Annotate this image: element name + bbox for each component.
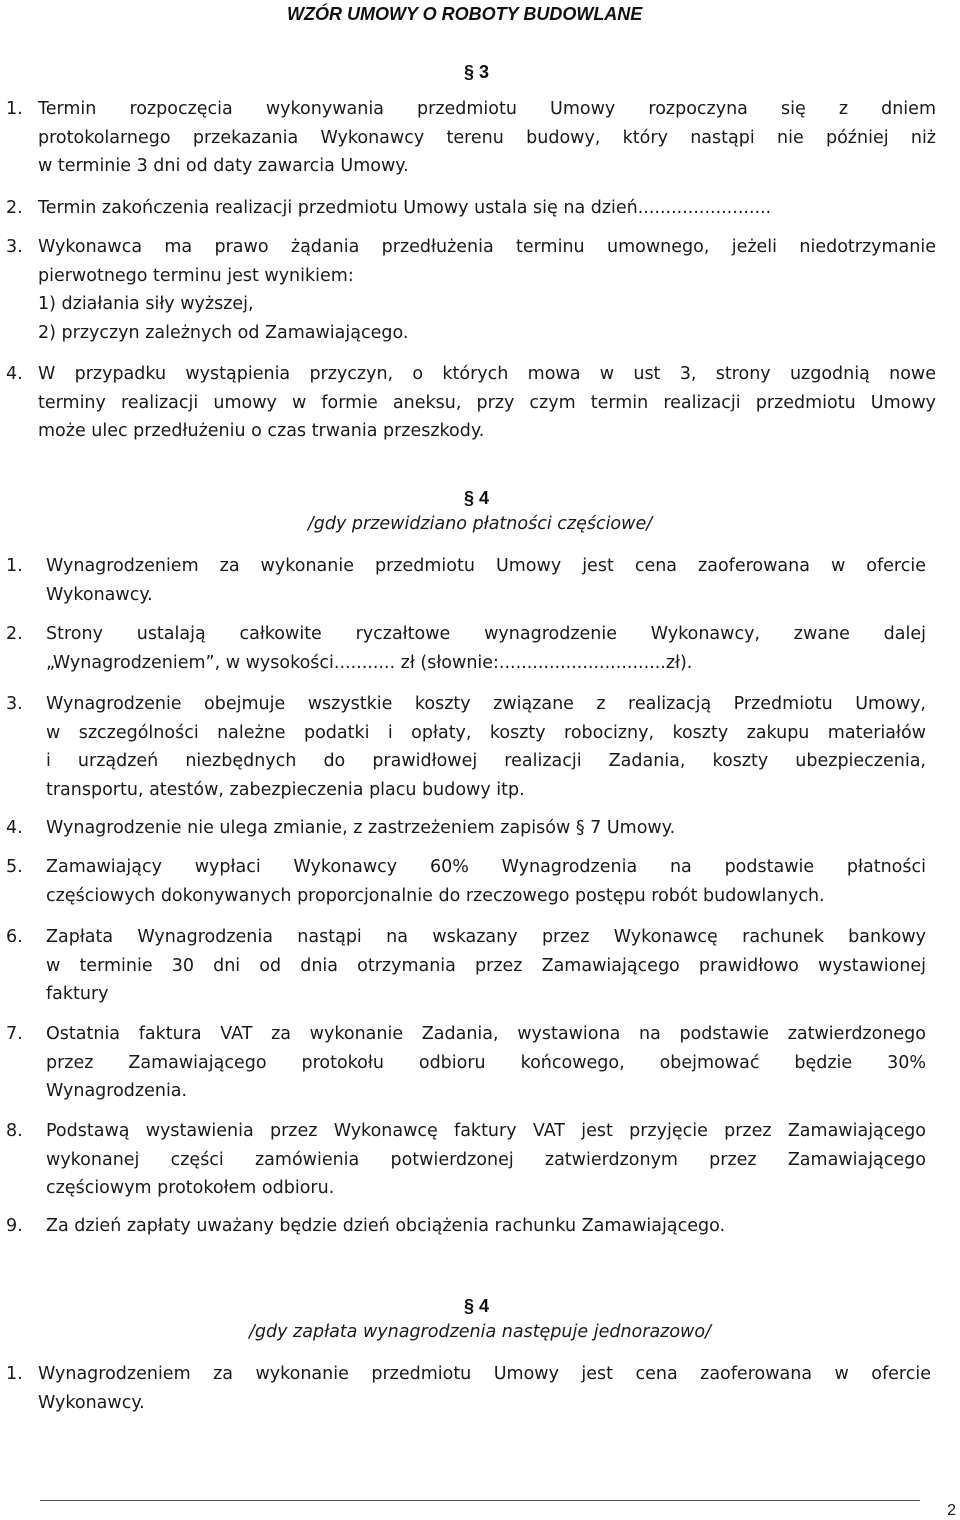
clause-number: 1. <box>6 99 23 119</box>
clause-text-line: Strony ustalają całkowite ryczałtowe wynagrodzenie Wykonawcy, zwane dalej <box>46 624 926 644</box>
clause-text-line: częściowych dokonywanych proporcjonalnie do rzeczowego postępu robót budowlanych. <box>46 885 825 906</box>
clause-text-line: Wynagrodzenie nie ulega zmianie, z zastrzeżeniem zapisów § 7 Umowy. <box>46 818 676 838</box>
clause-number: 4. <box>6 818 23 838</box>
clause-text-line: w terminie 30 dni od dnia otrzymania przez Zamawiającego prawidłowo wystawionej <box>46 955 926 976</box>
clause-text-line: transportu, atestów, zabezpieczenia placu budowy itp. <box>46 779 525 800</box>
clause-text-line: Wynagrodzeniem za wykonanie przedmiotu Umowy jest cena zaoferowana w ofercie <box>46 556 926 576</box>
section-4-alt-heading: § 4 <box>464 1296 490 1316</box>
clause-text-line: w szczególności należne podatki i opłaty, koszty robocizny, koszty zakupu materiałów <box>46 722 926 743</box>
clause-text-line: terminy realizacji umowy w formie aneksu, przy czym termin realizacji przedmiotu Umowy <box>38 392 936 413</box>
clause-item <box>6 1212 926 1241</box>
clause-number: 3. <box>6 237 23 257</box>
clause-number: 8. <box>6 1121 23 1141</box>
clause-number: 9. <box>6 1216 23 1236</box>
clause-number: 1. <box>6 556 23 576</box>
clause-text-line: W przypadku wystąpienia przyczyn, o których mowa w ust 3, strony uzgodnią nowe <box>38 364 936 384</box>
clause-text-line: Wykonawca ma prawo żądania przedłużenia terminu umownego, jeżeli niedotrzymanie <box>38 237 936 257</box>
clause-item <box>6 1117 926 1203</box>
clause-item <box>6 552 926 609</box>
clause-number: 2. <box>6 198 23 218</box>
clause-item <box>6 814 926 843</box>
clause-item <box>6 1020 926 1106</box>
clause-item <box>6 923 926 1009</box>
clause-text-line: Wynagrodzenia. <box>46 1081 188 1102</box>
clause-number: 3. <box>6 694 23 714</box>
clause-number: 5. <box>6 857 23 877</box>
clause-number: 7. <box>6 1024 23 1044</box>
clause-text-line: Termin zakończenia realizacji przedmiotu Umowy ustala się na dzień........................ <box>38 198 772 218</box>
clause-item <box>6 194 936 223</box>
clause-number: 2. <box>6 624 23 644</box>
clause-text-line: pierwotnego terminu jest wynikiem: <box>38 265 354 286</box>
clause-text-line: Wykonawcy. <box>38 1392 145 1413</box>
clause-text-line: „Wynagrodzeniem”, w wysokości........... zł (słownie:..............................zł). <box>46 652 693 673</box>
clause-text-line: przez Zamawiającego protokołu odbioru końcowego, obejmować będzie 30% <box>46 1052 926 1073</box>
clause-number: 4. <box>6 364 23 384</box>
clause-text-line: Ostatnia faktura VAT za wykonanie Zadania, wystawiona na podstawie zatwierdzonego <box>46 1024 926 1044</box>
clause-text-line: Wynagrodzeniem za wykonanie przedmiotu Umowy jest cena zaoferowana w ofercie <box>38 1364 931 1384</box>
clause-item <box>6 95 936 181</box>
clause-text-line: Zamawiający wypłaci Wykonawcy 60% Wynagrodzenia na podstawie płatności <box>46 857 926 877</box>
clause-text-line: i urządzeń niezbędnych do prawidłowej realizacji Zadania, koszty ubezpieczenia, <box>46 751 926 772</box>
section-4-alt-subtitle: /gdy zapłata wynagrodzenia następuje jednorazowo/ <box>249 1322 711 1342</box>
clause-item <box>6 690 926 804</box>
clause-text-line: 2) przyczyn zależnych od Zamawiającego. <box>38 322 409 343</box>
clause-text-line: Wykonawcy. <box>46 584 153 605</box>
clause-item <box>6 853 926 910</box>
clause-text-line: Podstawą wystawienia przez Wykonawcę faktury VAT jest przyjęcie przez Zamawiającego <box>46 1121 926 1141</box>
clause-item <box>6 233 936 347</box>
clause-text-line: faktury <box>46 984 109 1005</box>
clause-text-line: w terminie 3 dni od daty zawarcia Umowy. <box>38 156 409 177</box>
document-title: WZÓR UMOWY O ROBOTY BUDOWLANE <box>287 4 643 24</box>
clause-item <box>6 360 936 446</box>
clause-item <box>6 1360 931 1417</box>
clause-item <box>6 620 926 677</box>
clause-text-line: protokolarnego przekazania Wykonawcy terenu budowy, który nastąpi nie później niż <box>38 127 936 148</box>
clause-number: 6. <box>6 927 23 947</box>
page-number: 2 <box>947 1502 956 1519</box>
section-3-heading: § 3 <box>464 62 490 82</box>
clause-number: 1. <box>6 1364 23 1384</box>
clause-text-line: częściowym protokołem odbioru. <box>46 1178 335 1199</box>
footer-divider <box>40 1500 920 1501</box>
clause-text-line: 1) działania siły wyższej, <box>38 294 254 315</box>
clause-text-line: Za dzień zapłaty uważany będzie dzień obciążenia rachunku Zamawiającego. <box>46 1216 726 1236</box>
section-4-subtitle: /gdy przewidziano płatności częściowe/ <box>307 514 653 534</box>
clause-text-line: może ulec przedłużeniu o czas trwania przeszkody. <box>38 421 485 442</box>
section-4-heading: § 4 <box>464 488 490 508</box>
clause-text-line: Zapłata Wynagrodzenia nastąpi na wskazany przez Wykonawcę rachunek bankowy <box>46 927 926 947</box>
clause-text-line: Wynagrodzenie obejmuje wszystkie koszty związane z realizacją Przedmiotu Umowy, <box>46 694 926 714</box>
clause-text-line: wykonanej części zamówienia potwierdzonej zatwierdzonym przez Zamawiającego <box>46 1149 926 1170</box>
clause-text-line: Termin rozpoczęcia wykonywania przedmiotu Umowy rozpoczyna się z dniem <box>38 99 936 119</box>
